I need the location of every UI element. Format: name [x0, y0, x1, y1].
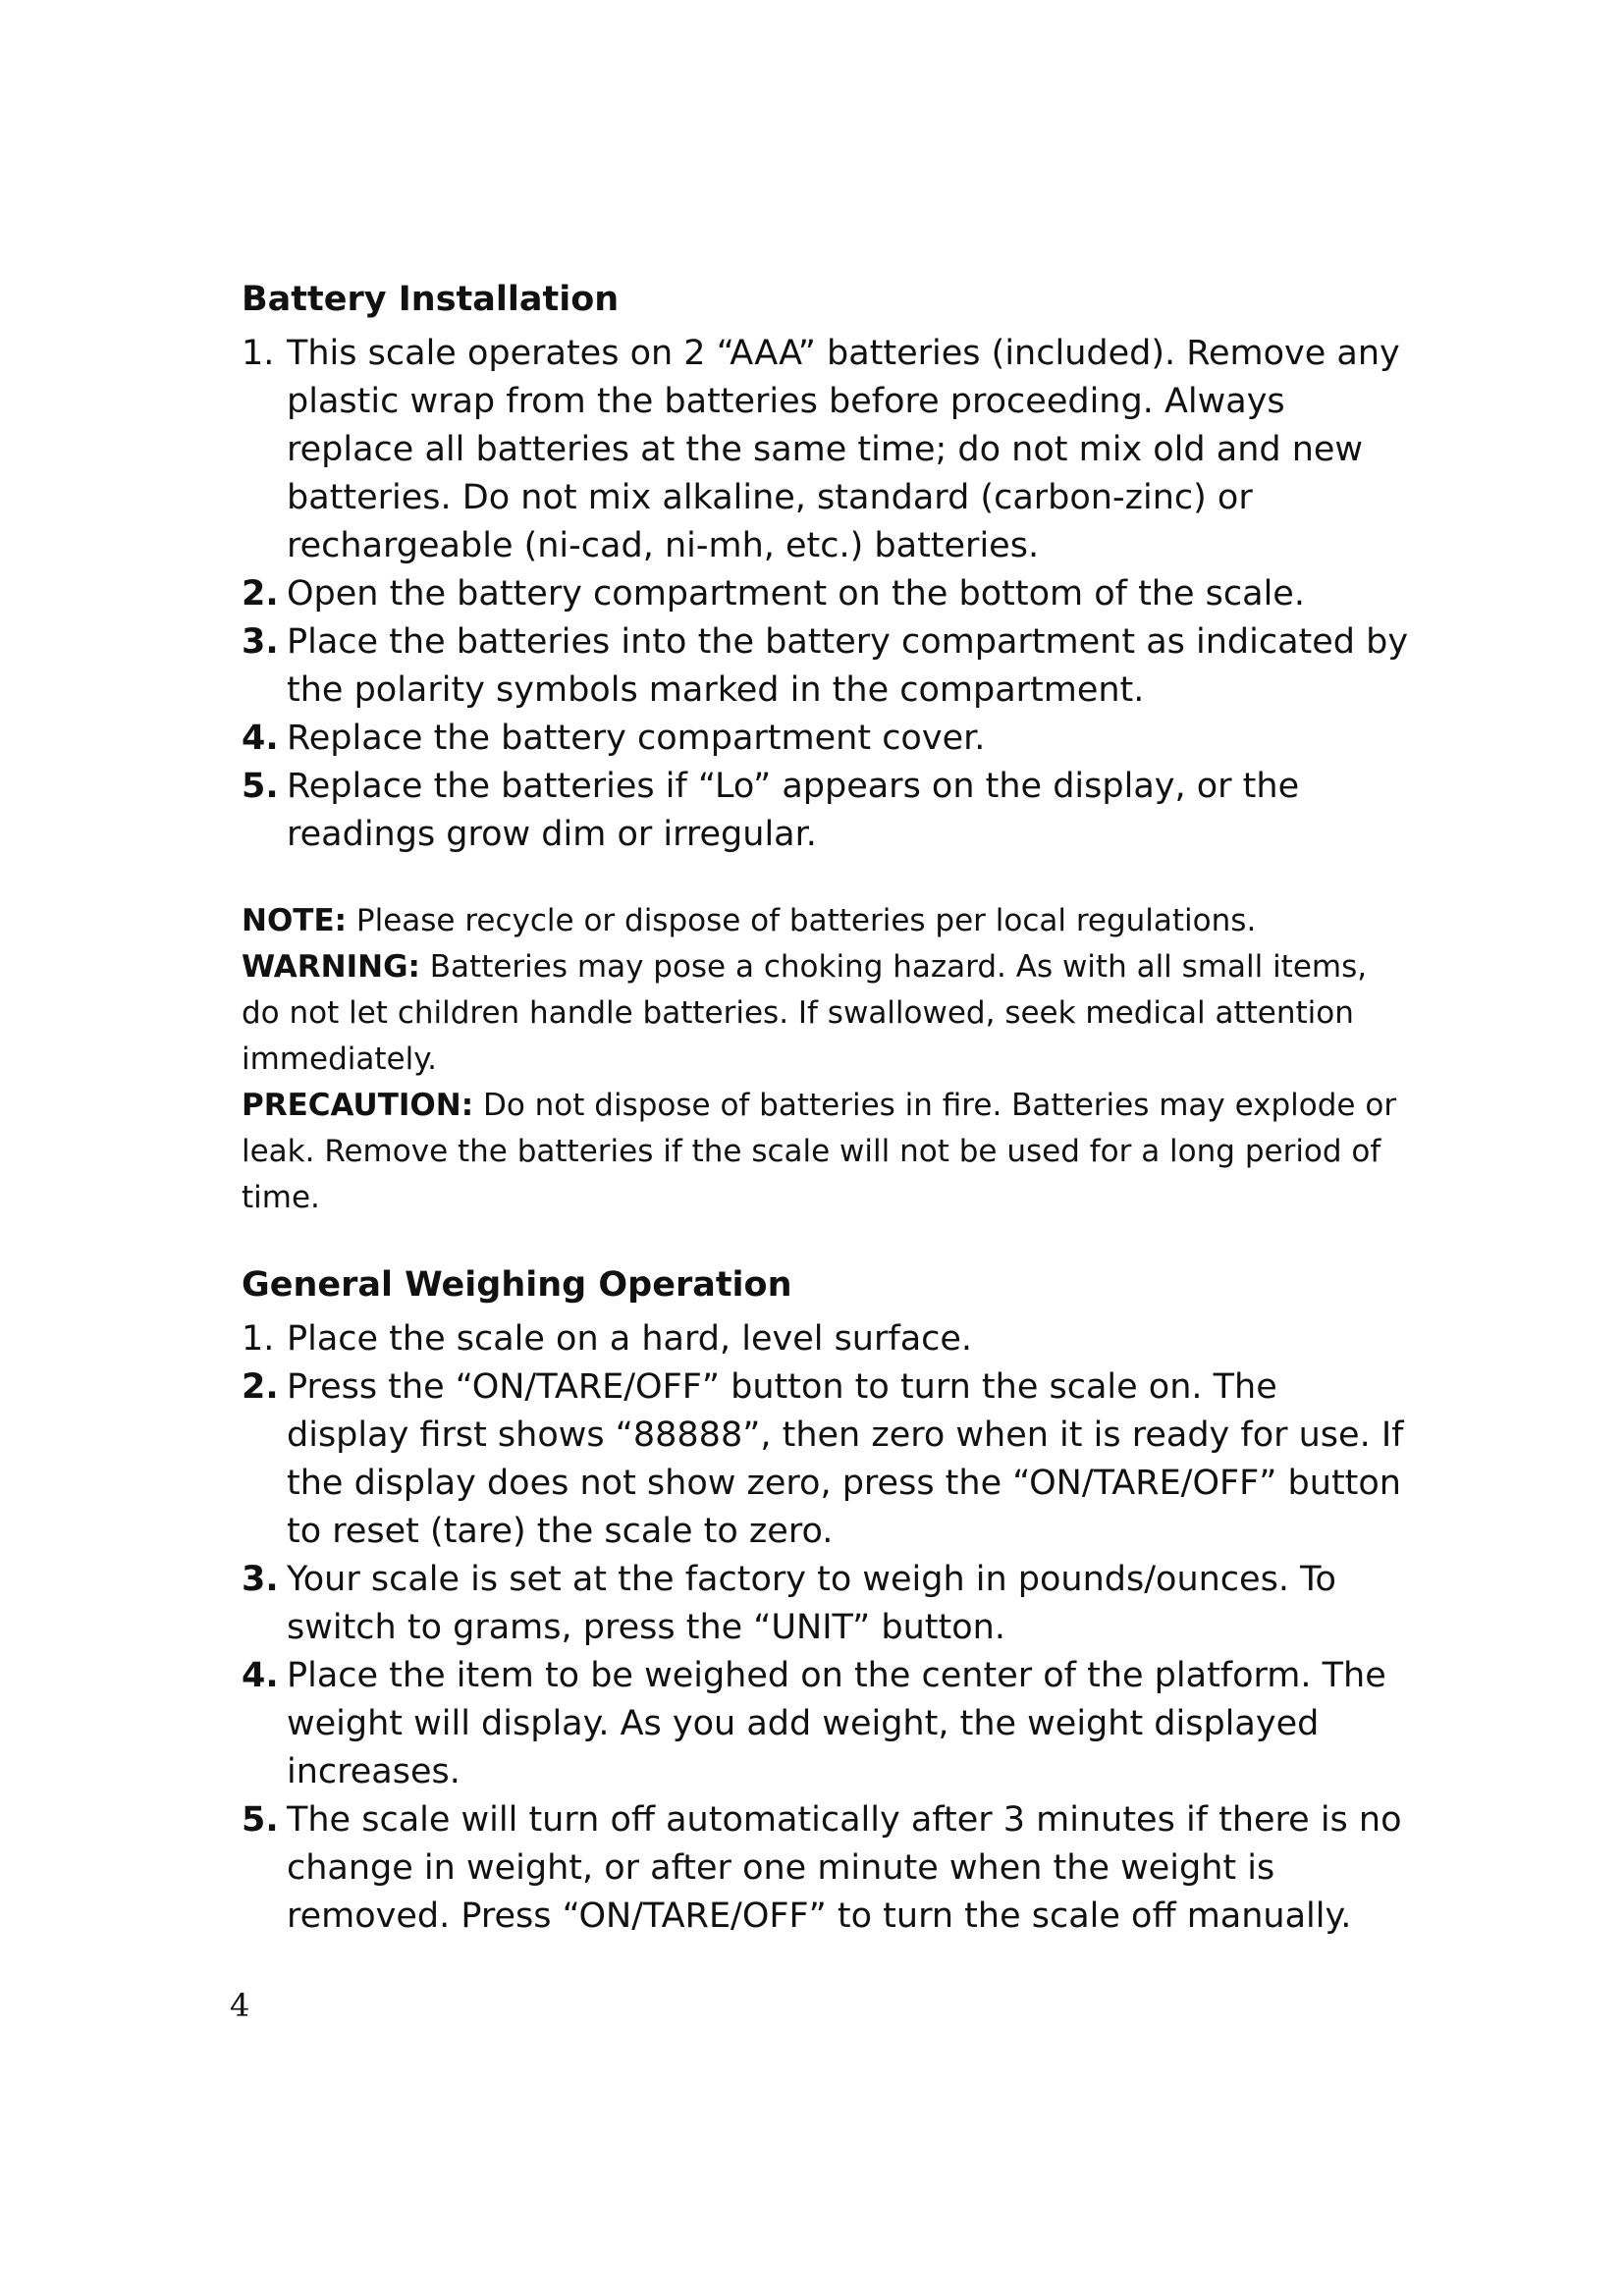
battery-notes — [242, 898, 1410, 1221]
step-number: 4. — [242, 1656, 279, 1695]
list-item — [242, 570, 1410, 618]
step-number: 2. — [242, 574, 279, 614]
step-text: Replace the battery compartment cover. — [287, 719, 986, 758]
battery-installation-section — [242, 275, 1410, 859]
general-weighing-section — [242, 1260, 1410, 1941]
warning-paragraph — [242, 944, 1410, 1083]
warning-text: Batteries may pose a choking hazard. As with all small items, do not let children handle batteries. If swallowed, seek medical attention immediately. — [242, 949, 1368, 1077]
list-item — [242, 618, 1410, 715]
list-item — [242, 330, 1410, 570]
page-number: 4 — [230, 1987, 250, 2024]
step-text: Place the batteries into the battery compartment as indicated by the polarity symbols marked in the compartment. — [287, 622, 1409, 710]
precaution-text: Do not dispose of batteries in fire. Batteries may explode or leak. Remove the batteries if the scale will not be used for a long period of time. — [242, 1088, 1397, 1215]
step-number: 1. — [242, 1319, 275, 1359]
step-number: 3. — [242, 622, 279, 662]
precaution-label: PRECAUTION: — [242, 1088, 474, 1123]
step-text: Your scale is set at the factory to weigh in pounds/ounces. To switch to grams, press the “UNIT” button. — [287, 1560, 1336, 1647]
warning-label: WARNING: — [242, 949, 420, 985]
list-item — [242, 1363, 1410, 1556]
manual-page — [242, 275, 1410, 1941]
step-number: 2. — [242, 1367, 279, 1407]
general-weighing-steps — [242, 1315, 1410, 1941]
list-item — [242, 715, 1410, 763]
general-weighing-heading: General Weighing Operation — [242, 1265, 792, 1305]
step-number: 5. — [242, 1800, 279, 1840]
step-number: 5. — [242, 767, 279, 806]
list-item — [242, 1652, 1410, 1796]
note-paragraph — [242, 898, 1410, 944]
list-item — [242, 763, 1410, 859]
precaution-paragraph — [242, 1083, 1410, 1221]
step-number: 4. — [242, 719, 279, 758]
note-text: Please recycle or dispose of batteries per local regulations. — [347, 903, 1257, 938]
list-item — [242, 1315, 1410, 1363]
battery-installation-heading: Battery Installation — [242, 280, 620, 319]
battery-installation-steps — [242, 330, 1410, 859]
step-text: Place the item to be weighed on the center of the platform. The weight will display. As you add weight, the weight displayed increases. — [287, 1656, 1386, 1791]
step-text: Open the battery compartment on the bottom of the scale. — [287, 574, 1305, 614]
step-text: Place the scale on a hard, level surface. — [287, 1319, 973, 1359]
step-text: Replace the batteries if “Lo” appears on the display, or the readings grow dim or irregular. — [287, 767, 1300, 854]
list-item — [242, 1796, 1410, 1941]
list-item — [242, 1556, 1410, 1652]
step-number: 1. — [242, 334, 275, 373]
step-number: 3. — [242, 1560, 279, 1599]
step-text: Press the “ON/TARE/OFF” button to turn the scale on. The display first shows “88888”, then zero when it is ready for use. If the display does not show zero, press the “ON/TARE/OFF” button to reset (tare) the scale to zero. — [287, 1367, 1404, 1551]
step-text: The scale will turn off automatically after 3 minutes if there is no change in weight, or after one minute when the weight is removed. Press “ON/TARE/OFF” to turn the scale off manually. — [287, 1800, 1402, 1936]
step-text: This scale operates on 2 “AAA” batteries (included). Remove any plastic wrap from the batteries before proceeding. Always replace all batteries at the same time; do not mix old and new batteries. Do not mix alkaline, standard (carbon-zinc) or rechargeable (ni-cad, ni-mh, etc.) batteries. — [287, 334, 1400, 565]
note-label: NOTE: — [242, 903, 348, 938]
